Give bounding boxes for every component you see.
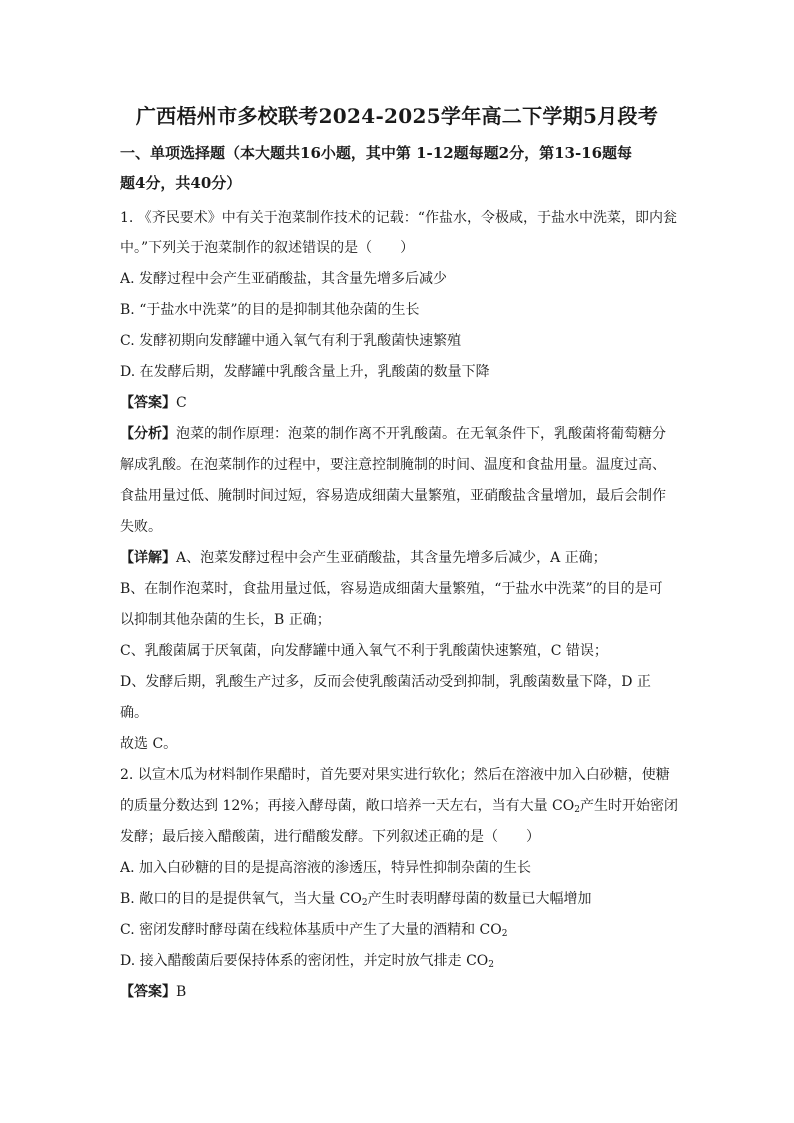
section-heading-line-1: 一、单项选择题（本大题共16小题，其中第 1-12题每题2分，第13-16题每 [120, 144, 633, 162]
q1-analysis-line-1 [120, 424, 680, 444]
q1-option-b: B. “于盐水中洗菜”的目的是抑制其他杂菌的生长 [120, 302, 420, 318]
q2-option-b-text: B. 敞口的目的是提供氧气，当大量 CO [120, 891, 362, 907]
q1-option-c: C. 发酵初期向发酵罐中通入氧气有利于乳酸菌快速繁殖 [120, 333, 462, 349]
subscript: 2 [361, 898, 368, 908]
q1-answer [120, 393, 680, 413]
analysis-text: 泡菜的制作原理：泡菜的制作离不开乳酸菌。在无氧条件下，乳酸菌将葡萄糖分 [176, 426, 666, 442]
subscript: 2 [488, 960, 494, 970]
q2-option-b [120, 889, 680, 909]
q2-stem-line-2 [120, 796, 680, 816]
q1-stem-line-1: 1. 《齐民要术》中有关于泡菜制作技术的记载：“作盐水，令极咸，于盐水中洗菜，即内瓮 [120, 210, 677, 226]
q1-analysis-line-3: 食盐用量过低、腌制时间过短，容易造成细菌大量繁殖，亚硝酸盐含量增加，最后会制作 [120, 488, 666, 504]
q1-stem-line-2: 中。”下列关于泡菜制作的叙述错误的是（ ） [120, 240, 415, 256]
subscript: 2 [501, 929, 508, 939]
q1-detail-line-2: B、在制作泡菜时，食盐用量过低，容易造成细菌大量繁殖，“于盐水中洗菜”的目的是可 [120, 581, 663, 597]
q2-answer [120, 982, 680, 1002]
page-title: 广西梧州市多校联考2024-2025学年高二下学期5月段考 [135, 104, 659, 128]
q1-detail-line-4: C、乳酸菌属于厌氧菌，向发酵罐中通入氧气不利于乳酸菌快速繁殖，C 错误； [120, 643, 608, 659]
q1-detail-line-6: 确。 [120, 705, 148, 721]
q1-option-d: D. 在发酵后期，发酵罐中乳酸含量上升，乳酸菌的数量下降 [120, 364, 490, 380]
subscript: 2 [574, 805, 580, 815]
detail-tag: 【详解】 [120, 550, 176, 566]
q2-option-d-text: D. 接入醋酸菌后要保持体系的密闭性，并定时放气排走 CO [120, 953, 489, 969]
q2-option-a: A. 加入白砂糖的目的是提高溶液的渗透压，特异性抑制杂菌的生长 [120, 860, 532, 876]
answer-value: C [176, 395, 187, 411]
q1-conclusion: 故选 C。 [120, 736, 178, 752]
q1-analysis-line-4: 失败。 [120, 519, 162, 535]
answer-value: B [176, 984, 187, 1000]
analysis-tag: 【分析】 [120, 426, 176, 442]
answer-tag: 【答案】 [120, 395, 176, 411]
q1-detail-line-3: 以抑制其他杂菌的生长，B 正确； [120, 612, 331, 628]
q2-option-c-text: C. 密闭发酵时酵母菌在线粒体基质中产生了大量的酒精和 CO [120, 922, 502, 938]
section-heading [120, 138, 680, 198]
answer-tag: 【答案】 [120, 984, 176, 1000]
q2-option-c [120, 920, 680, 940]
q2-stem-line-1: 2. 以宣木瓜为材料制作果醋时，首先要对果实进行软化；然后在溶液中加入白砂糖，使糖 [120, 767, 670, 783]
q2-option-b-tail: 产生时表明酵母菌的数量已大幅增加 [367, 891, 592, 907]
q1-analysis-line-2: 解成乳酸。在泡菜制作的过程中，要注意控制腌制的时间、温度和食盐用量。温度过高、 [120, 457, 666, 473]
detail-text: A、泡菜发酵过程中会产生亚硝酸盐，其含量先增多后减少，A 正确； [176, 550, 607, 566]
q2-stem-line-2-tail: 产生时开始密闭 [579, 798, 678, 814]
q1-option-a: A. 发酵过程中会产生亚硝酸盐，其含量先增多后减少 [120, 271, 448, 287]
q2-stem-line-2-text: 的质量分数达到 12%；再接入酵母菌，敞口培养一天左右，当有大量 CO [120, 798, 575, 814]
q2-stem-line-3: 发酵；最后接入醋酸菌，进行醋酸发酵。下列叙述正确的是（ ） [120, 829, 540, 845]
section-heading-line-2: 题4分，共40分） [120, 174, 242, 192]
q1-detail-line-1 [120, 548, 680, 568]
q1-detail-line-5: D、发酵后期，乳酸生产过多，反而会使乳酸菌活动受到抑制，乳酸菌数量下降，D 正 [120, 674, 651, 690]
q2-option-d [120, 951, 680, 971]
